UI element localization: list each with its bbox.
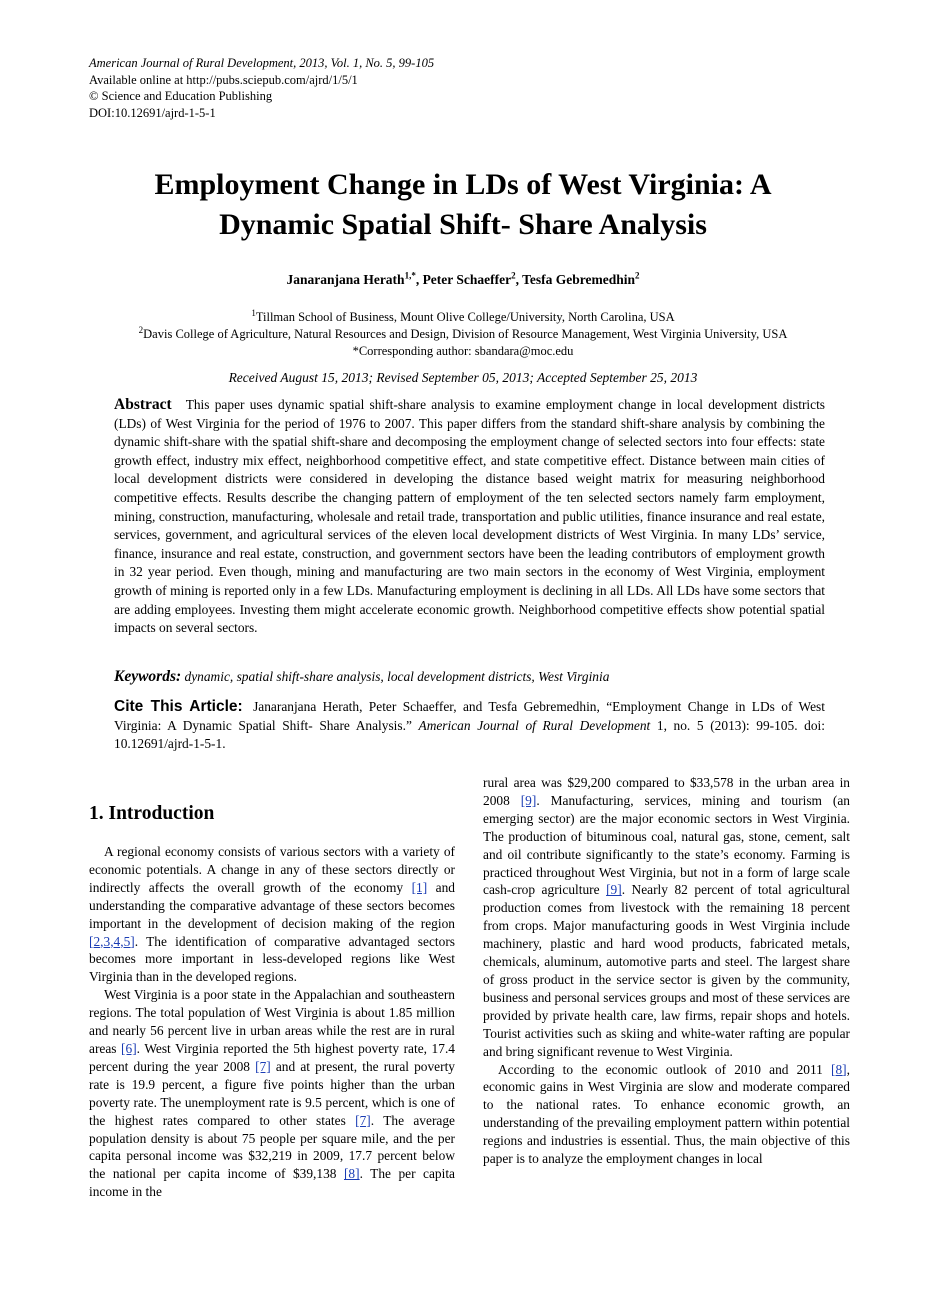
paragraph	[89, 986, 455, 1201]
author-affil-marker: 2	[635, 270, 640, 281]
keywords	[114, 668, 825, 686]
availability-line: Available online at http://pubs.sciepub.com/ajrd/1/5/1	[89, 72, 358, 87]
author-list	[60, 272, 866, 288]
paragraph	[483, 1061, 850, 1168]
affil-text: Davis College of Agriculture, Natural Resources and Design, Division of Resource Management, West Virginia University, USA	[143, 327, 788, 341]
text: . Nearly 82 percent of total agricultural production comes from livestock with the remaining 18 percent from crops. Major manufacturing goods in West Virginia include machinery, plastic and hard wood products, fabricated metals, chemicals, aluminum, automotive parts and steel. The largest share of gross product in the service sector is given by the community, business and personal services groups and most of these services are provided by private health care, law firms, repair shops and hotels. Tourist activities such as skiing and white-water rafting are popular and bring significant revenue to West Virginia.	[483, 882, 850, 1059]
cite-journal: American Journal of Rural Development	[418, 717, 651, 733]
affiliation-2	[40, 326, 886, 343]
abstract-text: This paper uses dynamic spatial shift-share analysis to examine employment change in local development districts (LDs) of West Virginia for the period of 1976 to 2007. This paper differs from the standard shift-share analysis by combining the dynamic shift-share with the spatial shift-share and decomposing the employment change of selected sectors into four effects: state growth effect, industry mix effect, neighborhood competitive effect, and state competitive effect. Distance between main cities of local development districts were considered in developing the distance based weight matrix for measuring neighborhood competitive effects. Results describe the changing pattern of employment of the ten selected sectors namely farm employment, mining, construction, manufacturing, wholesale and retail trade, transportation and public utilities, finance insurance and real estate, services, government, and agricultural services of the eleven local development districts of West Virginia. In many LDs’ service, finance, insurance and real estate, construction, and government sectors have been the leading contributors of employment growth in 32 year period. Even though, mining and manufacturing are two main sectors in the economy of West Virginia, employment growth of mining is reported only in a few LDs. Manufacturing employment is declining in all LDs. All LDs have some sectors that are adding employees. Investing them might accelerate economic growth. Neighborhood competitive effects show potential spatial impacts on several sectors.	[114, 397, 825, 636]
text: and at present, the rural poverty rate is 19.9 percent, a figure five points higher than the urban poverty rate. The unemployment rate is 9.5 percent, which is one of the highest rates compared to other states	[89, 1058, 456, 1128]
right-column	[483, 774, 850, 1168]
paper-title	[60, 165, 866, 245]
affil-marker: 1	[251, 307, 256, 318]
received-dates: Received August 15, 2013; Revised September 05, 2013; Accepted September 25, 2013	[228, 370, 698, 385]
cite-text: Janaranjana Herath, Peter Schaeffer, and Tesfa Gebremedhin, “Employment Change in LDs of West Virginia: A Dynamic Spatial Shift- Share Analysis.”	[114, 699, 825, 733]
keywords-label: Keywords:	[114, 668, 182, 685]
paragraph	[483, 774, 850, 1061]
citation-link[interactable]: [7]	[255, 1058, 271, 1074]
text: . The identification of comparative advantaged sectors becomes more important in less-developed regions like West Virginia than in the developed regions.	[89, 933, 455, 985]
corresponding-author: *Corresponding author: sbandara@moc.edu	[352, 344, 574, 358]
text: . The per capita income in the	[89, 1166, 456, 1200]
author-separator: ,	[415, 272, 423, 287]
text: West Virginia is a poor state in the Appalachian and southeastern regions. The total population of West Virginia is about 1.85 million and nearly 56 percent live in urban areas while the rest are in rural areas	[89, 987, 455, 1056]
author-separator: ,	[515, 272, 523, 287]
citation-link[interactable]: [1]	[411, 879, 428, 895]
left-column	[89, 843, 455, 1201]
abstract-label: Abstract	[114, 396, 172, 413]
affiliation-1	[40, 309, 886, 326]
doi-line: DOI:10.12691/ajrd-1-5-1	[89, 105, 216, 120]
author-affil-marker: 2	[511, 270, 516, 281]
citation-link[interactable]: [2,3,4,5]	[89, 933, 135, 949]
affil-marker: 2	[138, 324, 144, 335]
citation-link[interactable]: [9]	[606, 882, 622, 898]
title-line-2: Dynamic Spatial Shift- Share Analysis	[219, 208, 707, 241]
text: and understanding the comparative advantage of these sectors becomes important in the development of decision making of the region	[89, 879, 455, 931]
author-affil-marker: 1,*	[404, 270, 416, 281]
journal-citation-line: American Journal of Rural Development, 2013, Vol. 1, No. 5, 99-105	[89, 56, 435, 70]
publisher-line: © Science and Education Publishing	[89, 89, 273, 103]
title-line-1: Employment Change in LDs of West Virginia: A	[154, 168, 772, 201]
text: rural area was $29,200 compared to $33,578 in the urban area in 2008	[483, 775, 850, 808]
citation-link[interactable]: [6]	[121, 1040, 137, 1056]
section-heading: 1. Introduction	[89, 803, 215, 824]
citation-link[interactable]: [8]	[831, 1061, 847, 1077]
keywords-text: dynamic, spatial shift-share analysis, local development districts, West Virginia	[184, 669, 610, 684]
cite-label: Cite This Article:	[114, 698, 243, 715]
journal-header	[89, 55, 434, 121]
text: . West Virginia reported the 5th highest poverty rate, 17.4 percent during the year 2008	[89, 1040, 455, 1074]
affil-text: Tillman School of Business, Mount Olive College/University, North Carolina, USA	[255, 310, 675, 324]
citation-link[interactable]: [9]	[520, 792, 537, 808]
text: , economic gains in West Virginia are slow and moderate compared to the national rates. To enhance economic growth, an understanding of the prevailing employment pattern within potential regions and industries is essential. Thus, the main objective of this paper is to analyze the employment changes in local	[483, 1061, 850, 1167]
text: According to the economic outlook of 2010 and 2011	[498, 1061, 832, 1077]
citation-link[interactable]: [7]	[355, 1112, 371, 1128]
cite-text-end: 1, no. 5 (2013): 99-105. doi: 10.12691/ajrd-1-5-1.	[114, 717, 825, 752]
text: A regional economy consists of various sectors with a variety of economic potentials. A change in any of these sectors directly or indirectly affects the overall growth of the economy	[89, 844, 455, 895]
author-name: Peter Schaeffer	[422, 272, 512, 287]
paragraph	[89, 843, 455, 986]
abstract	[114, 396, 825, 638]
author-name: Tesfa Gebremedhin	[522, 272, 636, 287]
author-name: Janaranjana Herath	[286, 272, 405, 287]
cite-this-article	[114, 698, 825, 754]
text: . Manufacturing, services, mining and tourism (an emerging sector) are the major economic sectors in West Virginia. The production of bituminous coal, natural gas, stone, cement, salt and oil contribute significantly to the state’s economy. Farming is practiced throughout West Virginia, but not in a form of large scale cash-crop agriculture	[483, 792, 850, 898]
citation-link[interactable]: [8]	[343, 1166, 360, 1182]
text: . The average population density is about 75 people per square mile, and the per capita personal income was $32,219 in 2009, 17.7 percent below the national per capita income of $39,138	[89, 1112, 455, 1182]
